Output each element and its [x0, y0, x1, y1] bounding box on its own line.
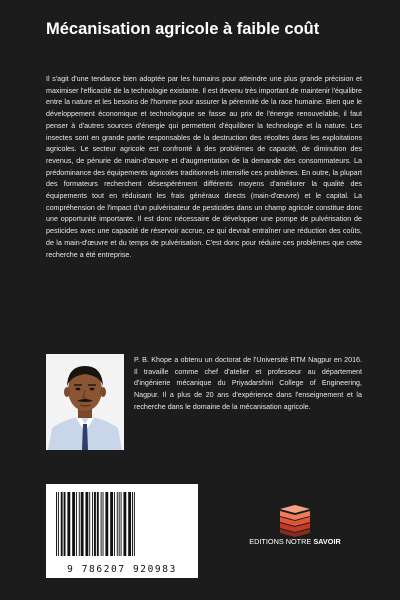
barcode-bar: [76, 492, 77, 556]
author-portrait-icon: [46, 354, 124, 450]
barcode-bar: [79, 492, 80, 556]
barcode-bar: [121, 492, 122, 556]
book-title: Mécanisation agricole à faible coût: [46, 20, 320, 38]
barcode-bar: [110, 492, 113, 556]
barcode-bar: [117, 492, 118, 556]
stacked-books-logo-icon: [240, 503, 350, 537]
author-photo: [46, 354, 124, 450]
barcode-bar: [119, 492, 120, 556]
summary-paragraph: Il s'agit d'une tendance bien adoptée par les humains pour atteindre une plus grande précision et maximiser l'efficacité de la technologie existante. Il est devenu très important de maintenir l'équilibre entre la nature et les besoins de l'homme pour assurer la pérennité de la race humaine. Bien que le développement économique et technologique se fasse au prix de l'énergie renouvelable, il faut penser à d'autres sources d'énergie qui permettent d'équilibrer la technologie et la nature. Les insectes sont en grande partie responsables de la destruction des récoltes dans les exploitations agricoles. Le secteur agricole est confronté à des problèmes de capacité, de diminution des revenus, de pénurie de main-d'œuvre et d'augmentation de la demande des consommateurs. La prédominance des équipements agricoles traditionnels intensifie ces problèmes. En outre, la plupart des formateurs recherchent désespérément différents moyens d'améliorer la qualité des équipements tout en réduisant les frais généraux directs (main-d'œuvre) et le capital. La compréhension de l'impact d'un pulvérisateur de pesticides dans un champ agricole constitue donc une opportunité importante. Il est donc nécessaire de développer une pompe de pulvérisation de pesticides avec une capacité de réservoir accrue, ce qui devrait entraîner une réduction des coûts, de la main-d'œuvre et du temps de pulvérisation. C'est donc pour réduire ces problèmes que cette recherche a été entreprise.: [46, 75, 362, 259]
barcode-bar: [114, 492, 115, 556]
publisher-prefix: EDITIONS NOTRE: [249, 537, 312, 546]
barcode-bar: [101, 492, 102, 556]
barcode-icon: [46, 484, 198, 564]
barcode-bar: [92, 492, 93, 556]
barcode-bar: [72, 492, 75, 556]
barcode-bar: [61, 492, 63, 556]
barcode-bar: [128, 492, 131, 556]
publisher-name: [240, 537, 350, 546]
publisher-emphasis: SAVOIR: [313, 537, 341, 546]
barcode-bar: [81, 492, 84, 556]
barcode-bar: [56, 492, 57, 556]
barcode-bar: [132, 492, 133, 556]
isbn-digits: 9 786207 920983: [67, 564, 177, 575]
barcode-bar: [67, 492, 70, 556]
barcode-bar: [97, 492, 99, 556]
back-cover-summary: [46, 74, 362, 261]
barcode-bar: [123, 492, 126, 556]
barcode-bar: [89, 492, 90, 556]
barcode-bar: [58, 492, 59, 556]
barcode-bar: [103, 492, 104, 556]
barcode-bar: [134, 492, 135, 556]
barcode-bar: [85, 492, 88, 556]
author-bio: P. B. Khope a obtenu un doctorat de l'Université RTM Nagpur en 2016. Il travaille comme chef d'atelier et professeur au département d'ingénierie mécanique du Priyadarshini College of Engineering, Nagpur. Il a plus de 20 ans d'expérience dans l'enseignement et la recherche dans le domaine de la mécanisation agricole.: [134, 356, 362, 411]
barcode-bar: [94, 492, 96, 556]
publisher-logo: [240, 503, 350, 553]
barcode-bar: [64, 492, 66, 556]
barcode-bar: [105, 492, 108, 556]
isbn-barcode: [46, 484, 198, 578]
